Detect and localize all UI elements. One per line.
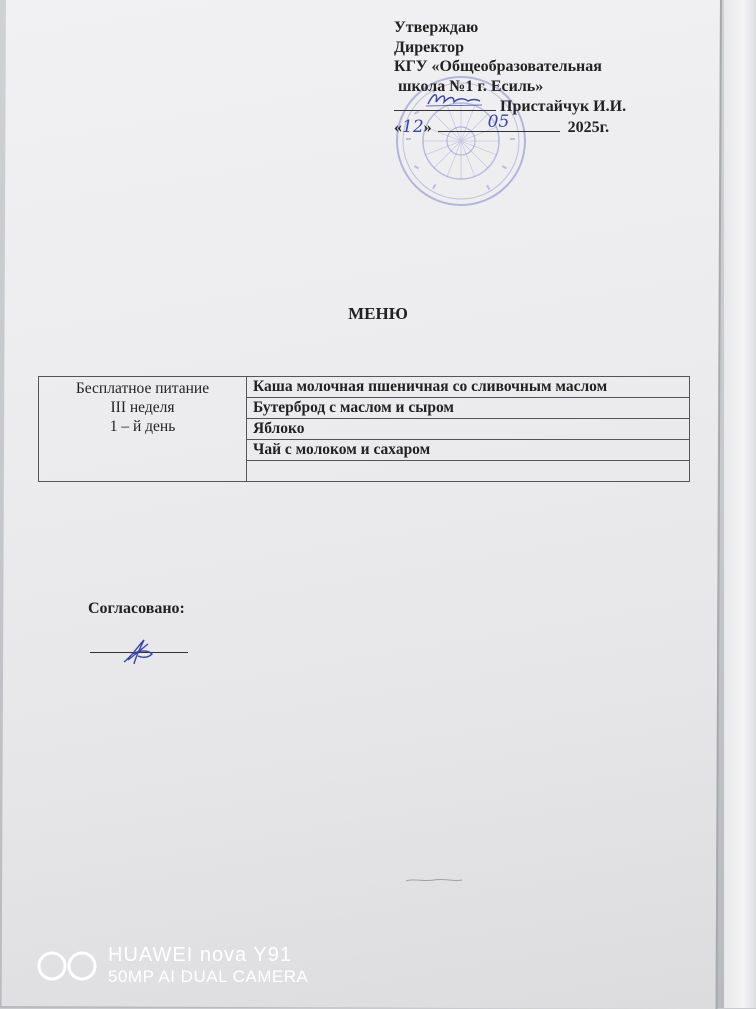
date-day-handwritten: 12 — [402, 116, 424, 137]
approval-position: Директор — [394, 38, 464, 56]
menu-item: Бутерброд с маслом и сыром — [247, 398, 690, 419]
director-signature-line — [394, 96, 496, 111]
category-line: III неделя — [110, 399, 175, 416]
agreed-signature — [118, 636, 162, 666]
category-line: Бесплатное питание — [75, 380, 210, 397]
director-name: Пристайчук И.И. — [500, 98, 627, 115]
date-quote-close: » — [423, 118, 432, 136]
watermark-camera: 50MP AI DUAL CAMERA — [108, 967, 309, 986]
stray-marks — [404, 875, 464, 885]
approval-signature-row — [394, 96, 694, 117]
date-month-line — [438, 111, 560, 132]
watermark-text — [108, 944, 308, 988]
date-year: 2025г. — [567, 118, 610, 136]
approval-block — [394, 18, 694, 137]
document-title: МЕНЮ — [348, 304, 408, 323]
table-row — [39, 377, 690, 398]
menu-item-empty — [247, 461, 690, 482]
menu-table — [38, 376, 690, 482]
menu-item: Яблоко — [247, 419, 690, 440]
menu-category-cell — [39, 377, 247, 482]
director-signature — [424, 90, 484, 110]
approval-organization-cont: школа №1 г. Есиль» — [398, 77, 544, 95]
date-month-handwritten: 05 — [487, 111, 510, 132]
right-edge-strip — [724, 0, 756, 1008]
camera-watermark — [36, 944, 308, 988]
date-quote-open: « — [394, 118, 402, 136]
dual-ring-logo-icon — [36, 948, 100, 984]
approval-organization: КГУ «Общеобразовательная — [394, 58, 602, 75]
approval-heading: Утверждаю — [394, 19, 479, 36]
approval-date-row — [394, 111, 694, 138]
agreed-label: Согласовано: — [88, 600, 185, 617]
paper-sheet — [2, 0, 722, 1009]
category-line: 1 – й день — [109, 418, 176, 435]
watermark-brand: HUAWEI nova Y91 — [108, 944, 292, 966]
menu-item: Каша молочная пшеничная со сливочным маслом — [247, 377, 690, 398]
menu-item: Чай с молоком и сахаром — [247, 440, 690, 461]
